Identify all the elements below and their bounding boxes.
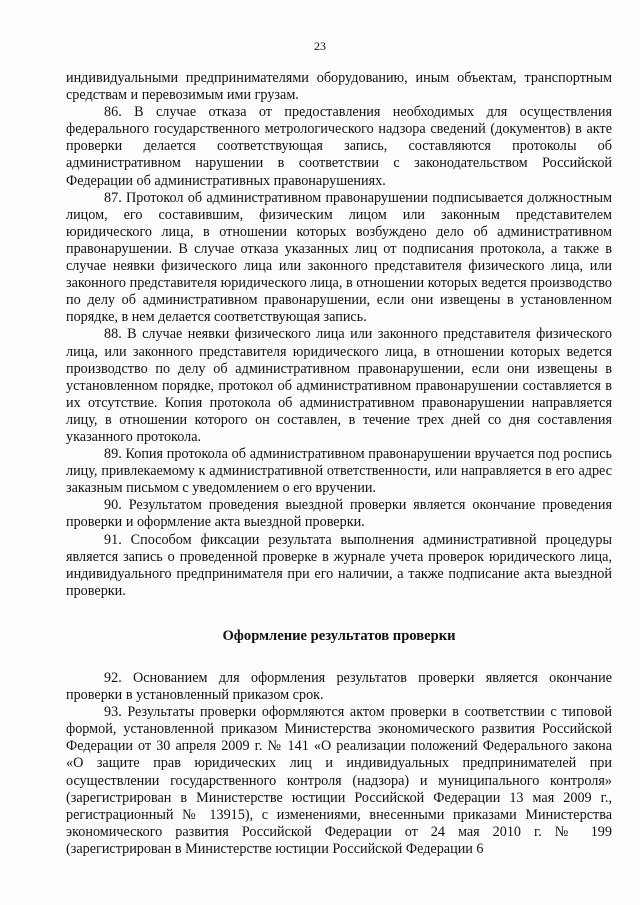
- paragraph-86: 86. В случае отказа от предоставления необходимых для осуществления федерального государственного метрологического надзора сведений (документов) в акте проверки делается соответствующая запись, составляются протоколы об административном нарушении в соответствии с законодательством Российской Федерации об административных правонарушениях.: [66, 104, 612, 189]
- paragraph-89: 89. Копия протокола об административном правонарушении вручается под роспись лицу, привлекаемому к административной ответственности, или направляется в его адрес заказным письмом с уведомлением о его вручении.: [66, 446, 612, 497]
- paragraph-continuation: индивидуальными предпринимателями оборудованию, иным объектам, транспортным средствам и перевозимым ими грузам.: [66, 70, 612, 104]
- section-heading: Оформление результатов проверки: [222, 627, 456, 644]
- page-number: 23: [314, 39, 326, 53]
- paragraph-92: 92. Основанием для оформления результатов проверки является окончание проверки в установленный приказом срок.: [66, 670, 612, 704]
- document-body: [66, 70, 612, 858]
- paragraph-88: 88. В случае неявки физического лица или законного представителя физического лица, или законного представителя юридического лица, в отношении которых ведется производство по делу об административном правонарушении, если они извещены в установленном порядке, протокол об административном правонарушении составляется в их отсутствие. Копия протокола об административном правонарушении направляется лицу, в отношении которого он составлен, в течение трех дней со дня составления указанного протокола.: [66, 326, 612, 445]
- paragraph-91: 91. Способом фиксации результата выполнения административной процедуры является запись о проведенной проверке в журнале учета проверок юридического лица, индивидуального предпринимателя при его наличии, а также подписание акта выездной проверки.: [66, 531, 612, 599]
- paragraph-87: 87. Протокол об административном правонарушении подписывается должностным лицом, его составившим, физическим лицом или законным представителем юридического лица, в отношении которых возбуждено дело об административном правонарушении. В случае отказа указанных лиц от подписания протокола, а также в случае неявки физического лица или законного представителя физического лица, или законного представителя юридического лица, в отношении которых ведется производство по делу об административном правонарушении, если они извещены в установленном порядке, в нем делается соответствующая запись.: [66, 189, 612, 326]
- paragraph-93: 93. Результаты проверки оформляются актом проверки в соответствии с типовой формой, установленной приказом Министерства экономического развития Российской Федерации от 30 апреля 2009 г. № 141 «О реализации положений Федерального закона «О защите прав юридических лиц и индивидуальных предпринимателей при осуществлении государственного контроля (надзора) и муниципального контроля» (зарегистрирован в Министерстве юстиции Российской Федерации 13 мая 2009 г., регистрационный № 13915), с изменениями, внесенными приказами Министерства экономического развития Российской Федерации от 24 мая 2010 г. № 199 (зарегистрирован в Министерстве юстиции Российской Федерации 6: [66, 704, 612, 857]
- paragraph-90: 90. Результатом проведения выездной проверки является окончание проведения проверки и оформление акта выездной проверки.: [66, 497, 612, 531]
